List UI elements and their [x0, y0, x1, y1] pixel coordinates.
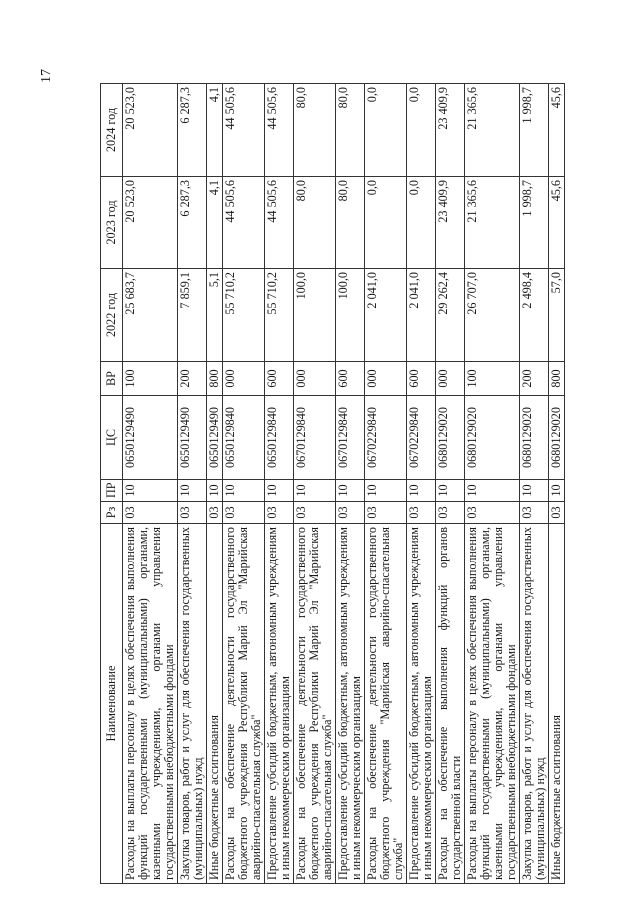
row-pr: 10 [294, 480, 336, 502]
row-cs: 0650129490 [123, 396, 178, 480]
row-2022: 2 041,0 [365, 269, 407, 362]
table-row [365, 84, 407, 884]
row-2022: 100,0 [294, 269, 336, 362]
row-2024: 45,6 [549, 84, 565, 177]
row-name: Расходы на обеспечение деятельности государственного бюджетного учреждения Республики Марий Эл "Марийская аварийно-спасательная служба" [223, 524, 265, 884]
row-2022: 100,0 [336, 269, 365, 362]
row-name: Расходы на обеспечение деятельности государственного бюджетного учреждения "Марийская аварийно-спасательная служба" [365, 524, 407, 884]
header-2022: 2022 год [101, 269, 123, 362]
row-2022: 57,0 [549, 269, 565, 362]
row-vr: 100 [123, 362, 178, 396]
budget-table [100, 83, 565, 884]
row-2024: 20 523,0 [123, 84, 178, 177]
row-2023: 44 505,6 [223, 177, 265, 269]
row-rz: 03 [520, 502, 549, 524]
row-rz: 03 [123, 502, 178, 524]
row-2022: 5,1 [207, 269, 223, 362]
row-2022: 7 859,1 [178, 269, 207, 362]
row-2024: 6 287,3 [178, 84, 207, 177]
table-row [407, 84, 436, 884]
row-cs: 0680129020 [520, 396, 549, 480]
row-cs: 0680129020 [549, 396, 565, 480]
row-2023: 20 523,0 [123, 177, 178, 269]
row-rz: 03 [407, 502, 436, 524]
row-2024: 0,0 [407, 84, 436, 177]
row-2023: 4,1 [207, 177, 223, 269]
row-2024: 80,0 [336, 84, 365, 177]
row-2024: 1 998,7 [520, 84, 549, 177]
row-2024: 23 409,9 [436, 84, 465, 177]
table-row [549, 84, 565, 884]
row-2022: 25 683,7 [123, 269, 178, 362]
row-2024: 0,0 [365, 84, 407, 177]
table-row [436, 84, 465, 884]
row-2024: 80,0 [294, 84, 336, 177]
row-2023: 0,0 [365, 177, 407, 269]
row-2023: 23 409,9 [436, 177, 465, 269]
row-2023: 44 505,6 [265, 177, 294, 269]
row-rz: 03 [436, 502, 465, 524]
row-cs: 0650129840 [223, 396, 265, 480]
row-2024: 44 505,6 [265, 84, 294, 177]
row-pr: 10 [365, 480, 407, 502]
header-vr: ВР [101, 362, 123, 396]
row-2022: 55 710,2 [223, 269, 265, 362]
row-cs: 0680129020 [436, 396, 465, 480]
row-vr: 600 [265, 362, 294, 396]
row-vr: 000 [436, 362, 465, 396]
header-cs: ЦС [101, 396, 123, 480]
row-name: Предоставление субсидий бюджетным, автономным учреждениям и иным некоммерческим организациям [265, 524, 294, 884]
row-2022: 2 041,0 [407, 269, 436, 362]
row-pr: 10 [336, 480, 365, 502]
table-row [178, 84, 207, 884]
row-2023: 80,0 [336, 177, 365, 269]
row-pr: 10 [207, 480, 223, 502]
row-rz: 03 [223, 502, 265, 524]
row-vr: 200 [520, 362, 549, 396]
row-2022: 29 262,4 [436, 269, 465, 362]
row-pr: 10 [178, 480, 207, 502]
table-row [520, 84, 549, 884]
row-name: Предоставление субсидий бюджетным, автономным учреждениям и иным некоммерческим организациям [336, 524, 365, 884]
row-cs: 0650129490 [178, 396, 207, 480]
row-rz: 03 [178, 502, 207, 524]
row-vr: 600 [407, 362, 436, 396]
row-pr: 10 [436, 480, 465, 502]
row-rz: 03 [294, 502, 336, 524]
table-row [223, 84, 265, 884]
table-header-row [101, 84, 123, 884]
row-pr: 10 [520, 480, 549, 502]
row-name: Иные бюджетные ассигнования [207, 524, 223, 884]
row-pr: 10 [223, 480, 265, 502]
row-name: Предоставление субсидий бюджетным, автономным учреждениям и иным некоммерческим организациям [407, 524, 436, 884]
header-rz: Рз [101, 502, 123, 524]
row-2024: 4,1 [207, 84, 223, 177]
header-pr: ПР [101, 480, 123, 502]
row-2023: 6 287,3 [178, 177, 207, 269]
row-pr: 10 [123, 480, 178, 502]
table-row [294, 84, 336, 884]
row-cs: 0650129490 [207, 396, 223, 480]
row-2023: 80,0 [294, 177, 336, 269]
row-cs: 0670229840 [365, 396, 407, 480]
table-row [207, 84, 223, 884]
row-name: Закупка товаров, работ и услуг для обеспечения государственных (муниципальных) нужд [520, 524, 549, 884]
row-cs: 0670229840 [407, 396, 436, 480]
table-row [123, 84, 178, 884]
row-2022: 2 498,4 [520, 269, 549, 362]
row-pr: 10 [407, 480, 436, 502]
row-cs: 0670129840 [336, 396, 365, 480]
table-row [265, 84, 294, 884]
row-rz: 03 [207, 502, 223, 524]
row-2022: 26 707,0 [465, 269, 520, 362]
row-rz: 03 [365, 502, 407, 524]
row-2023: 21 365,6 [465, 177, 520, 269]
row-pr: 10 [465, 480, 520, 502]
row-2022: 55 710,2 [265, 269, 294, 362]
row-name: Расходы на обеспечение выполнения функций органов государственной власти [436, 524, 465, 884]
row-name: Закупка товаров, работ и услуг для обеспечения государственных (муниципальных) нужд [178, 524, 207, 884]
row-2024: 21 365,6 [465, 84, 520, 177]
row-2023: 1 998,7 [520, 177, 549, 269]
row-cs: 0680129020 [465, 396, 520, 480]
row-vr: 100 [465, 362, 520, 396]
row-name: Иные бюджетные ассигнования [549, 524, 565, 884]
row-vr: 800 [207, 362, 223, 396]
table-row [336, 84, 365, 884]
row-rz: 03 [465, 502, 520, 524]
row-cs: 0650129840 [265, 396, 294, 480]
header-2024: 2024 год [101, 84, 123, 177]
table-row [465, 84, 520, 884]
row-rz: 03 [336, 502, 365, 524]
row-name: Расходы на выплаты персоналу в целях обеспечения выполнения функций государственными (муниципальными) органами, казенными учреждениями, органами управления государственными внебюджетными фондами [465, 524, 520, 884]
row-vr: 000 [223, 362, 265, 396]
header-name: Наименование [101, 524, 123, 884]
row-vr: 000 [294, 362, 336, 396]
page-number: 17 [39, 69, 54, 83]
row-2024: 44 505,6 [223, 84, 265, 177]
document-sheet [100, 0, 563, 905]
row-pr: 10 [549, 480, 565, 502]
row-vr: 200 [178, 362, 207, 396]
row-vr: 600 [336, 362, 365, 396]
row-name: Расходы на обеспечение деятельности государственного бюджетного учреждения Республики Марий Эл "Марийская аварийно-спасательная служба" [294, 524, 336, 884]
row-2023: 0,0 [407, 177, 436, 269]
table-body [123, 84, 565, 884]
row-cs: 0670129840 [294, 396, 336, 480]
row-pr: 10 [265, 480, 294, 502]
row-2023: 45,6 [549, 177, 565, 269]
header-2023: 2023 год [101, 177, 123, 269]
rotated-table-wrapper [100, 84, 565, 884]
row-rz: 03 [265, 502, 294, 524]
row-rz: 03 [549, 502, 565, 524]
row-vr: 800 [549, 362, 565, 396]
row-vr: 000 [365, 362, 407, 396]
row-name: Расходы на выплаты персоналу в целях обеспечения выполнения функций государственными (муниципальными) органами, казенными учреждениями, органами управления государственными внебюджетными фондами [123, 524, 178, 884]
